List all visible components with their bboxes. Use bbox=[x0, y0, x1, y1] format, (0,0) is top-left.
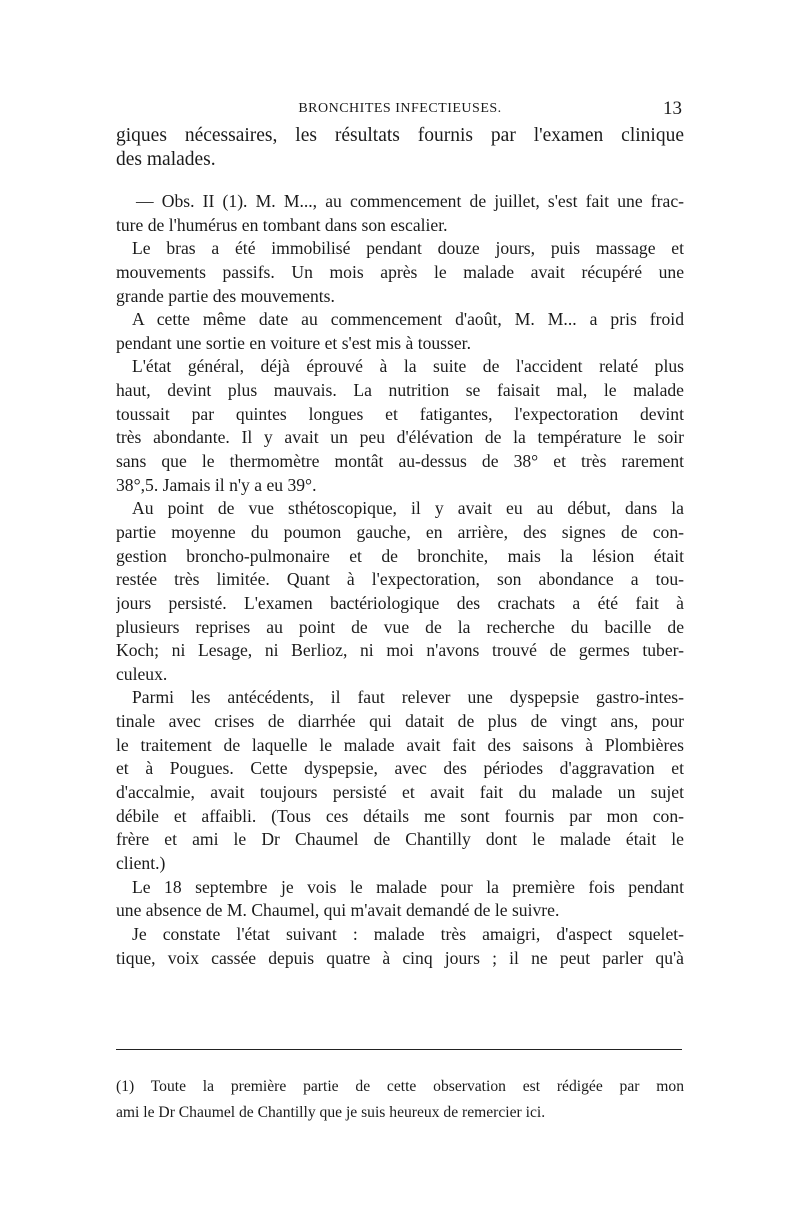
text-line: partie moyenne du poumon gauche, en arrière, des signes de con- bbox=[116, 521, 684, 542]
text-line: débile et affaibli. (Tous ces détails me sont fournis par mon con- bbox=[116, 805, 684, 826]
text-line: toussait par quintes longues et fatigantes, l'expectoration devint bbox=[116, 403, 684, 424]
text-line: A cette même date au commencement d'août, M. M... a pris froid bbox=[132, 309, 684, 330]
text-line: jours persisté. L'examen bactériologique des crachats a été fait à bbox=[116, 592, 684, 613]
text-line: haut, devint plus mauvais. La nutrition se faisait mal, le malade bbox=[116, 380, 684, 401]
text-line: restée très limitée. Quant à l'expectoration, son abondance a tou- bbox=[116, 569, 684, 590]
intro-line: des malades. bbox=[116, 149, 216, 170]
text-line: Parmi les antécédents, il faut relever une dyspepsie gastro-intes- bbox=[132, 687, 684, 708]
text-line: Je constate l'état suivant : malade très amaigri, d'aspect squelet- bbox=[132, 923, 684, 944]
text-line: Koch; ni Lesage, ni Berlioz, ni moi n'avons trouvé de germes tuber- bbox=[116, 640, 684, 661]
text-line: grande partie des mouvements. bbox=[116, 285, 335, 306]
text-line: 38°,5. Jamais il n'y a eu 39°. bbox=[116, 474, 317, 495]
text-line: très abondante. Il y avait un peu d'élévation de la température le soir bbox=[116, 427, 684, 448]
footnote bbox=[116, 1074, 684, 1126]
footnote-rule bbox=[116, 1049, 682, 1050]
body-text bbox=[116, 124, 684, 970]
text-line: d'accalmie, avait toujours persisté et avait fait du malade un sujet bbox=[116, 782, 684, 803]
text-line: mouvements passifs. Un mois après le malade avait récupéré une bbox=[116, 261, 684, 282]
text-line: le traitement de laquelle le malade avait fait des saisons à Plombières bbox=[116, 734, 684, 755]
footnote-line: ami le Dr Chaumel de Chantilly que je suis heureux de remercier ici. bbox=[116, 1104, 546, 1121]
text-line: plusieurs reprises au point de vue de la recherche du bacille de bbox=[116, 616, 684, 637]
intro-line: giques nécessaires, les résultats fournis par l'examen clinique bbox=[116, 125, 684, 146]
text-line: culeux. bbox=[116, 663, 168, 684]
text-line: gestion broncho-pulmonaire et de bronchite, mais la lésion était bbox=[116, 545, 684, 566]
text-line: sans que le thermomètre montât au-dessus de 38° et très rarement bbox=[116, 451, 684, 472]
text-line: Le 18 septembre je vois le malade pour la première fois pendant bbox=[132, 876, 684, 897]
running-title: BRONCHITES INFECTIEUSES. bbox=[298, 101, 502, 116]
text-line: Le bras a été immobilisé pendant douze jours, puis massage et bbox=[132, 238, 684, 259]
text-line: une absence de M. Chaumel, qui m'avait demandé de le suivre. bbox=[116, 900, 560, 921]
text-line: client.) bbox=[116, 852, 166, 873]
text-line: L'état général, déjà éprouvé à la suite de l'accident relaté plus bbox=[132, 356, 684, 377]
page-number: 13 bbox=[663, 98, 682, 119]
text-line: ture de l'humérus en tombant dans son escalier. bbox=[116, 214, 448, 235]
text-line: et à Pougues. Cette dyspepsie, avec des périodes d'aggravation et bbox=[116, 758, 684, 779]
footnote-line: (1) Toute la première partie de cette observation est rédigée par mon bbox=[116, 1078, 684, 1095]
page-header bbox=[118, 98, 682, 124]
text-line: frère et ami le Dr Chaumel de Chantilly dont le malade était le bbox=[116, 829, 684, 850]
observation-heading-line: — Obs. II (1). M. M..., au commencement de juillet, s'est fait une frac- bbox=[136, 191, 684, 211]
text-line: pendant une sortie en voiture et s'est mis à tousser. bbox=[116, 332, 471, 353]
text-line: tinale avec crises de diarrhée qui datait de plus de vingt ans, pour bbox=[116, 711, 684, 732]
text-line: tique, voix cassée depuis quatre à cinq jours ; il ne peut parler qu'à bbox=[116, 947, 684, 968]
text-line: Au point de vue sthétoscopique, il y avait eu au début, dans la bbox=[132, 498, 684, 519]
